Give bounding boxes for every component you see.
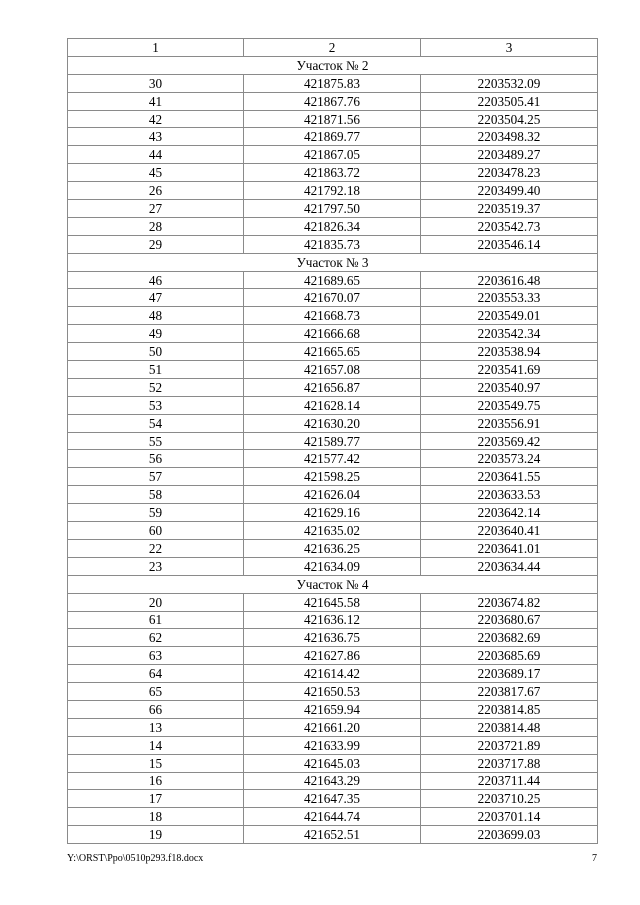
table-row bbox=[68, 361, 598, 379]
point-number: 20 bbox=[68, 593, 244, 611]
point-number: 61 bbox=[68, 611, 244, 629]
coordinate-y: 2203634.44 bbox=[421, 557, 598, 575]
point-number: 65 bbox=[68, 683, 244, 701]
point-number: 42 bbox=[68, 110, 244, 128]
coordinate-x: 421867.05 bbox=[244, 146, 421, 164]
point-number: 55 bbox=[68, 432, 244, 450]
coordinate-y: 2203633.53 bbox=[421, 486, 598, 504]
coordinate-x: 421614.42 bbox=[244, 665, 421, 683]
coordinate-x: 421643.29 bbox=[244, 772, 421, 790]
point-number: 56 bbox=[68, 450, 244, 468]
coordinates-table-body bbox=[68, 39, 598, 844]
coordinate-x: 421875.83 bbox=[244, 74, 421, 92]
coordinate-x: 421797.50 bbox=[244, 200, 421, 218]
table-row bbox=[68, 557, 598, 575]
table-row bbox=[68, 164, 598, 182]
coordinate-y: 2203542.34 bbox=[421, 325, 598, 343]
coordinate-x: 421670.07 bbox=[244, 289, 421, 307]
coordinate-x: 421652.51 bbox=[244, 826, 421, 844]
coordinate-y: 2203546.14 bbox=[421, 235, 598, 253]
column-header: 3 bbox=[421, 39, 598, 57]
coordinate-y: 2203549.01 bbox=[421, 307, 598, 325]
coordinate-x: 421630.20 bbox=[244, 414, 421, 432]
coordinate-y: 2203504.25 bbox=[421, 110, 598, 128]
point-number: 44 bbox=[68, 146, 244, 164]
table-row bbox=[68, 522, 598, 540]
point-number: 49 bbox=[68, 325, 244, 343]
point-number: 22 bbox=[68, 539, 244, 557]
table-row bbox=[68, 200, 598, 218]
point-number: 43 bbox=[68, 128, 244, 146]
coordinate-x: 421636.25 bbox=[244, 539, 421, 557]
coordinate-x: 421644.74 bbox=[244, 808, 421, 826]
table-row bbox=[68, 718, 598, 736]
coordinate-y: 2203814.85 bbox=[421, 700, 598, 718]
table-row bbox=[68, 468, 598, 486]
coordinate-y: 2203553.33 bbox=[421, 289, 598, 307]
coordinate-x: 421635.02 bbox=[244, 522, 421, 540]
point-number: 16 bbox=[68, 772, 244, 790]
table-row bbox=[68, 504, 598, 522]
coordinate-x: 421666.68 bbox=[244, 325, 421, 343]
coordinate-y: 2203542.73 bbox=[421, 217, 598, 235]
table-row bbox=[68, 378, 598, 396]
section-title-row bbox=[68, 253, 598, 271]
coordinate-y: 2203689.17 bbox=[421, 665, 598, 683]
point-number: 58 bbox=[68, 486, 244, 504]
coordinate-y: 2203569.42 bbox=[421, 432, 598, 450]
point-number: 54 bbox=[68, 414, 244, 432]
coordinate-y: 2203505.41 bbox=[421, 92, 598, 110]
coordinate-y: 2203540.97 bbox=[421, 378, 598, 396]
section-title: Участок № 4 bbox=[68, 575, 598, 593]
coordinate-y: 2203573.24 bbox=[421, 450, 598, 468]
table-row bbox=[68, 432, 598, 450]
page-footer bbox=[67, 853, 597, 864]
point-number: 64 bbox=[68, 665, 244, 683]
coordinate-x: 421636.75 bbox=[244, 629, 421, 647]
point-number: 19 bbox=[68, 826, 244, 844]
coordinate-y: 2203478.23 bbox=[421, 164, 598, 182]
point-number: 53 bbox=[68, 396, 244, 414]
coordinate-y: 2203711.44 bbox=[421, 772, 598, 790]
table-row bbox=[68, 736, 598, 754]
point-number: 51 bbox=[68, 361, 244, 379]
coordinate-x: 421636.12 bbox=[244, 611, 421, 629]
coordinate-y: 2203721.89 bbox=[421, 736, 598, 754]
point-number: 62 bbox=[68, 629, 244, 647]
coordinate-y: 2203642.14 bbox=[421, 504, 598, 522]
coordinate-y: 2203519.37 bbox=[421, 200, 598, 218]
coordinate-y: 2203532.09 bbox=[421, 74, 598, 92]
table-row bbox=[68, 235, 598, 253]
coordinate-x: 421650.53 bbox=[244, 683, 421, 701]
coordinate-y: 2203556.91 bbox=[421, 414, 598, 432]
coordinate-x: 421628.14 bbox=[244, 396, 421, 414]
coordinate-y: 2203682.69 bbox=[421, 629, 598, 647]
table-row bbox=[68, 772, 598, 790]
table-row bbox=[68, 271, 598, 289]
coordinate-x: 421835.73 bbox=[244, 235, 421, 253]
table-row bbox=[68, 289, 598, 307]
coordinate-x: 421629.16 bbox=[244, 504, 421, 522]
coordinate-x: 421634.09 bbox=[244, 557, 421, 575]
table-row bbox=[68, 790, 598, 808]
table-row bbox=[68, 325, 598, 343]
coordinate-y: 2203641.01 bbox=[421, 539, 598, 557]
coordinate-y: 2203538.94 bbox=[421, 343, 598, 361]
coordinate-y: 2203710.25 bbox=[421, 790, 598, 808]
table-row bbox=[68, 539, 598, 557]
point-number: 50 bbox=[68, 343, 244, 361]
point-number: 28 bbox=[68, 217, 244, 235]
coordinate-y: 2203640.41 bbox=[421, 522, 598, 540]
coordinate-x: 421659.94 bbox=[244, 700, 421, 718]
point-number: 41 bbox=[68, 92, 244, 110]
coordinate-y: 2203817.67 bbox=[421, 683, 598, 701]
point-number: 27 bbox=[68, 200, 244, 218]
coordinate-x: 421863.72 bbox=[244, 164, 421, 182]
table-row bbox=[68, 826, 598, 844]
table-row bbox=[68, 146, 598, 164]
table-row bbox=[68, 450, 598, 468]
coordinate-x: 421826.34 bbox=[244, 217, 421, 235]
table-row bbox=[68, 92, 598, 110]
point-number: 66 bbox=[68, 700, 244, 718]
table-row bbox=[68, 343, 598, 361]
coordinate-x: 421577.42 bbox=[244, 450, 421, 468]
table-row bbox=[68, 486, 598, 504]
table-row bbox=[68, 754, 598, 772]
point-number: 48 bbox=[68, 307, 244, 325]
point-number: 14 bbox=[68, 736, 244, 754]
point-number: 30 bbox=[68, 74, 244, 92]
coordinate-y: 2203680.67 bbox=[421, 611, 598, 629]
table-row bbox=[68, 414, 598, 432]
point-number: 46 bbox=[68, 271, 244, 289]
coordinate-y: 2203498.32 bbox=[421, 128, 598, 146]
coordinate-x: 421867.76 bbox=[244, 92, 421, 110]
coordinate-x: 421661.20 bbox=[244, 718, 421, 736]
coordinate-y: 2203541.69 bbox=[421, 361, 598, 379]
page-number: 7 bbox=[592, 853, 597, 864]
table-row bbox=[68, 593, 598, 611]
coordinate-x: 421645.58 bbox=[244, 593, 421, 611]
table-row bbox=[68, 700, 598, 718]
coordinate-y: 2203489.27 bbox=[421, 146, 598, 164]
table-row bbox=[68, 629, 598, 647]
table-row bbox=[68, 808, 598, 826]
point-number: 23 bbox=[68, 557, 244, 575]
section-title: Участок № 3 bbox=[68, 253, 598, 271]
table-row bbox=[68, 307, 598, 325]
point-number: 63 bbox=[68, 647, 244, 665]
coordinate-x: 421633.99 bbox=[244, 736, 421, 754]
section-title-row bbox=[68, 575, 598, 593]
table-row bbox=[68, 683, 598, 701]
coordinate-x: 421668.73 bbox=[244, 307, 421, 325]
section-title: Участок № 2 bbox=[68, 56, 598, 74]
coordinate-x: 421589.77 bbox=[244, 432, 421, 450]
coordinate-x: 421689.65 bbox=[244, 271, 421, 289]
coordinate-y: 2203674.82 bbox=[421, 593, 598, 611]
table-row bbox=[68, 182, 598, 200]
table-row bbox=[68, 110, 598, 128]
coordinate-x: 421871.56 bbox=[244, 110, 421, 128]
point-number: 47 bbox=[68, 289, 244, 307]
point-number: 57 bbox=[68, 468, 244, 486]
point-number: 59 bbox=[68, 504, 244, 522]
table-row bbox=[68, 611, 598, 629]
point-number: 17 bbox=[68, 790, 244, 808]
coordinate-y: 2203549.75 bbox=[421, 396, 598, 414]
coordinate-y: 2203685.69 bbox=[421, 647, 598, 665]
point-number: 45 bbox=[68, 164, 244, 182]
coordinate-y: 2203499.40 bbox=[421, 182, 598, 200]
coordinate-x: 421657.08 bbox=[244, 361, 421, 379]
table-row bbox=[68, 217, 598, 235]
table-row bbox=[68, 128, 598, 146]
coordinate-y: 2203699.03 bbox=[421, 826, 598, 844]
coordinate-y: 2203641.55 bbox=[421, 468, 598, 486]
coordinate-x: 421626.04 bbox=[244, 486, 421, 504]
coordinate-x: 421869.77 bbox=[244, 128, 421, 146]
column-header: 1 bbox=[68, 39, 244, 57]
coordinate-x: 421647.35 bbox=[244, 790, 421, 808]
coordinate-x: 421792.18 bbox=[244, 182, 421, 200]
coordinate-x: 421627.86 bbox=[244, 647, 421, 665]
coordinate-x: 421656.87 bbox=[244, 378, 421, 396]
table-header-row bbox=[68, 39, 598, 57]
coordinate-x: 421665.65 bbox=[244, 343, 421, 361]
coordinate-x: 421598.25 bbox=[244, 468, 421, 486]
point-number: 29 bbox=[68, 235, 244, 253]
column-header: 2 bbox=[244, 39, 421, 57]
file-path: Y:\ORST\Ppo\0510p293.f18.docx bbox=[67, 853, 204, 864]
coordinate-y: 2203717.88 bbox=[421, 754, 598, 772]
table-row bbox=[68, 665, 598, 683]
table-row bbox=[68, 74, 598, 92]
coordinate-y: 2203814.48 bbox=[421, 718, 598, 736]
coordinate-y: 2203701.14 bbox=[421, 808, 598, 826]
coordinates-table bbox=[67, 38, 598, 844]
section-title-row bbox=[68, 56, 598, 74]
point-number: 15 bbox=[68, 754, 244, 772]
point-number: 26 bbox=[68, 182, 244, 200]
table-row bbox=[68, 396, 598, 414]
table-row bbox=[68, 647, 598, 665]
point-number: 52 bbox=[68, 378, 244, 396]
coordinate-y: 2203616.48 bbox=[421, 271, 598, 289]
point-number: 13 bbox=[68, 718, 244, 736]
point-number: 60 bbox=[68, 522, 244, 540]
point-number: 18 bbox=[68, 808, 244, 826]
coordinate-x: 421645.03 bbox=[244, 754, 421, 772]
